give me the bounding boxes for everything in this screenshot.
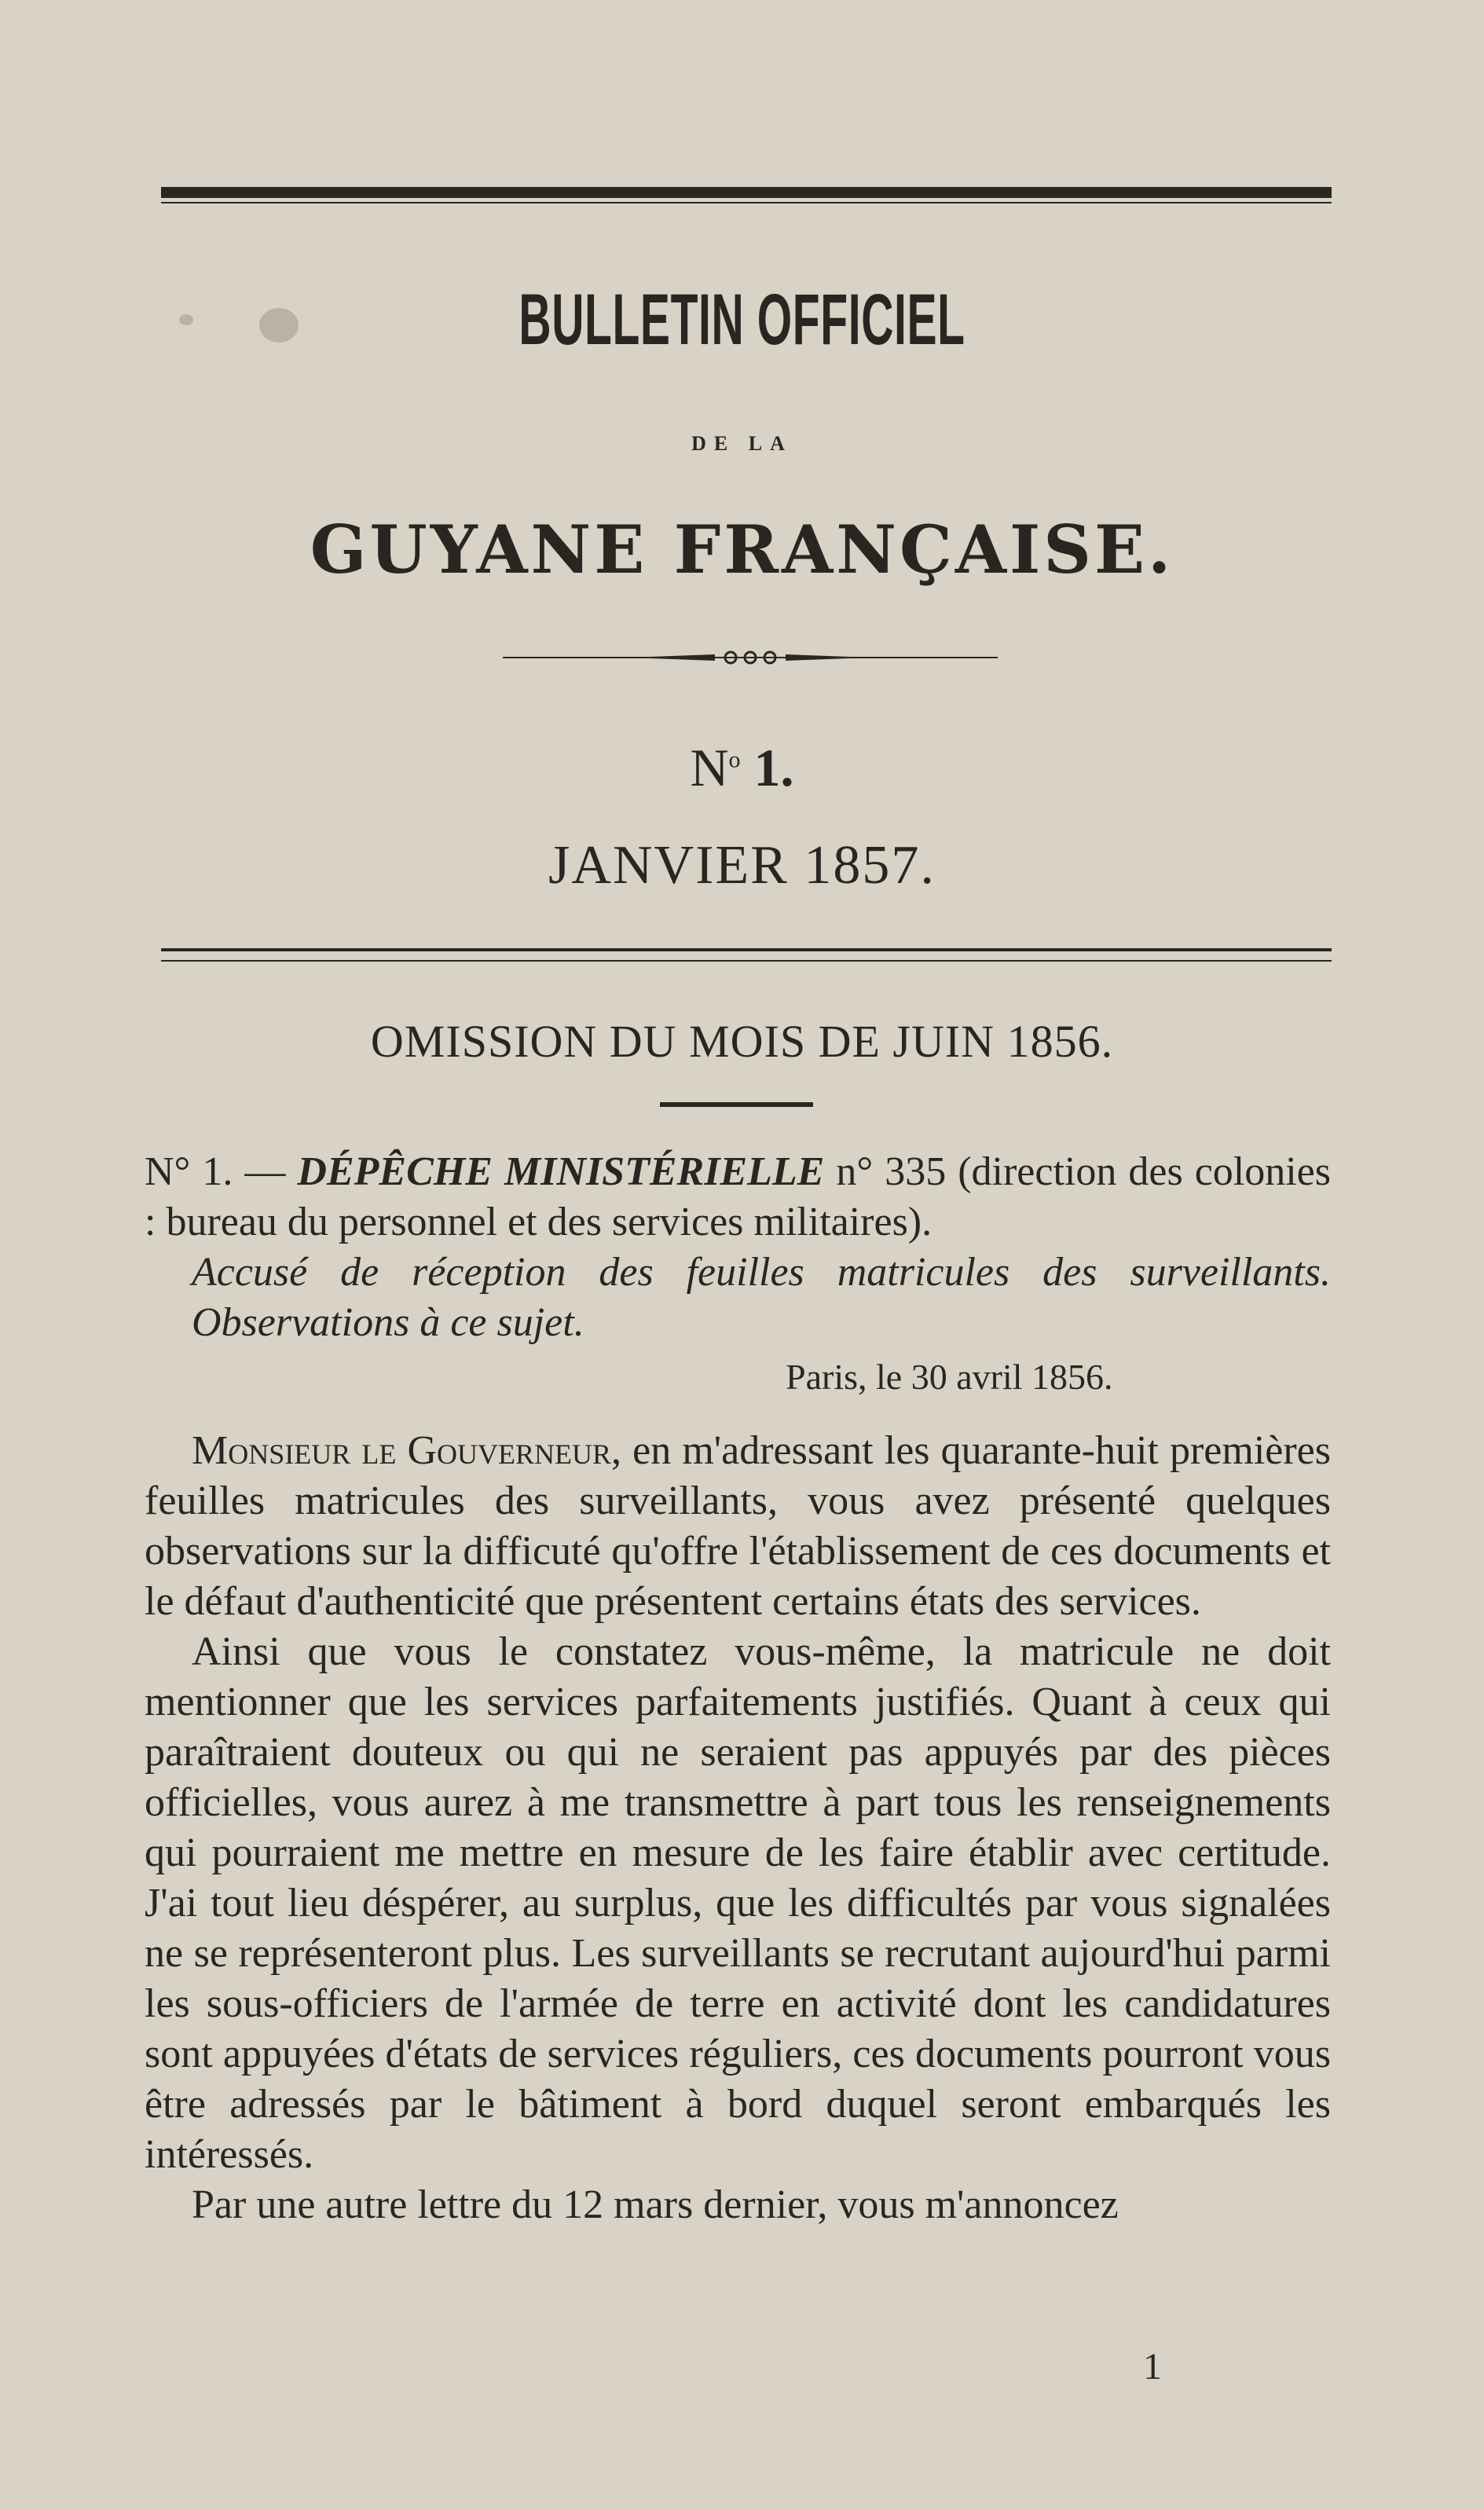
top-rule-thin bbox=[161, 202, 1332, 203]
paper-stain bbox=[179, 314, 193, 325]
paragraph-1 bbox=[145, 1426, 1331, 1627]
dateline: Paris, le 30 avril 1856. bbox=[786, 1357, 1113, 1397]
document-summary: Accusé de réception des feuilles matricules des surveillants. Observations à ce sujet. bbox=[192, 1250, 1331, 1345]
bulletin-title: BULLETIN OFFICIEL bbox=[518, 280, 966, 360]
letter-body bbox=[145, 1426, 1331, 2230]
paragraph-3: Par une autre lettre du 12 mars dernier, vous m'annoncez bbox=[192, 2182, 1119, 2227]
separator-rule-thin bbox=[161, 960, 1332, 962]
title-de-la: DE LA bbox=[691, 432, 793, 455]
ornament-divider bbox=[503, 649, 998, 665]
salutation: Monsieur le Gouverneur bbox=[192, 1428, 612, 1473]
issue-date: JANVIER 1857. bbox=[548, 835, 936, 896]
territory-title: GUYANE FRANÇAISE. bbox=[310, 511, 1174, 588]
page-number: 1 bbox=[1143, 2346, 1162, 2387]
document-heading bbox=[145, 1147, 1331, 1348]
top-rule bbox=[161, 187, 1332, 198]
section-title: OMISSION DU MOIS DE JUIN 1856. bbox=[370, 1016, 1114, 1067]
separator-rule bbox=[161, 948, 1332, 951]
document-reference: n° 335 (direction des colonies : bureau du personnel et des services militaires). bbox=[145, 1149, 1331, 1244]
issue-number: $N^o$ 1. bbox=[690, 738, 794, 797]
document-kind: DÉPÊCHE MINISTÉRIELLE bbox=[297, 1149, 825, 1194]
section-rule bbox=[660, 1102, 813, 1107]
document-number: N° 1. — bbox=[145, 1149, 286, 1194]
paragraph-2: Ainsi que vous le constatez vous-même, la matricule ne doit mentionner que les services parfaitements justifiés. Quant à ceux qui paraîtraient douteux ou qui ne seraient pas appuyés par des pièces officielles, vous aurez à me transmettre à part tous les renseignements qui pourraient me mettre en mesure de les faire établir avec certitude. J'ai tout lieu déspérer, au surplus, que les difficultés par vous signalées ne se représenteront plus. Les surveillants se recrutant aujourd'hui parmi les sous-officiers de l'armée de terre en activité dont les candidatures sont appuyées d'états de services réguliers, ces documents pourront vous être adressés par le bâtiment à bord duquel seront embarqués les intéressés. bbox=[145, 1629, 1331, 2177]
paragraph-1-text: , en m'adressant les quarante-huit premières feuilles matricules des surveillants, vous avez présenté quelques observations sur la difficuté qu'offre l'établissement de ces documents et le défaut d'authenticité que présentent certains états des services. bbox=[145, 1428, 1331, 1624]
